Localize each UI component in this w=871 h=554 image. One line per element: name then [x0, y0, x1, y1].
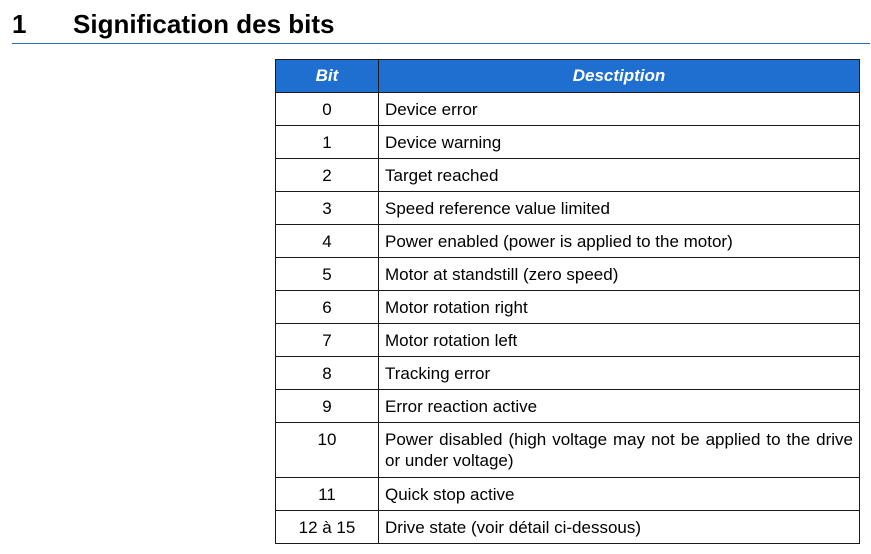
description-cell: Motor rotation right: [379, 291, 860, 324]
table-row: [276, 511, 860, 544]
table-header-row: [276, 60, 860, 93]
table-row: [276, 291, 860, 324]
description-cell: Power disabled (high voltage may not be applied to the drive or under voltage): [379, 423, 860, 478]
bit-cell: 1: [276, 126, 379, 159]
bit-cell: 11: [276, 478, 379, 511]
bit-cell: 9: [276, 390, 379, 423]
bit-cell: 3: [276, 192, 379, 225]
table-row: [276, 258, 860, 291]
bit-cell: 5: [276, 258, 379, 291]
description-cell: Device error: [379, 93, 860, 126]
bit-cell: 12 à 15: [276, 511, 379, 544]
column-header-bit: Bit: [276, 60, 379, 93]
description-cell: Quick stop active: [379, 478, 860, 511]
description-cell: Motor at standstill (zero speed): [379, 258, 860, 291]
table-row: [276, 324, 860, 357]
bit-cell: 8: [276, 357, 379, 390]
bit-cell: 6: [276, 291, 379, 324]
table-row: [276, 423, 860, 478]
column-header-description: Desctiption: [379, 60, 860, 93]
section-title: Signification des bits: [73, 9, 335, 39]
bit-cell: 0: [276, 93, 379, 126]
bit-cell: 4: [276, 225, 379, 258]
table-row: [276, 390, 860, 423]
bits-table: [275, 59, 860, 544]
description-cell: Target reached: [379, 159, 860, 192]
description-cell: Error reaction active: [379, 390, 860, 423]
section-heading: [12, 6, 870, 44]
table-row: [276, 93, 860, 126]
table-row: [276, 478, 860, 511]
table-row: [276, 126, 860, 159]
bit-cell: 7: [276, 324, 379, 357]
description-cell: Power enabled (power is applied to the motor): [379, 225, 860, 258]
table-row: [276, 357, 860, 390]
section-number: 1: [12, 9, 27, 39]
table-row: [276, 192, 860, 225]
description-cell: Tracking error: [379, 357, 860, 390]
description-cell: Device warning: [379, 126, 860, 159]
description-cell: Speed reference value limited: [379, 192, 860, 225]
bit-cell: 10: [276, 423, 379, 478]
table-row: [276, 225, 860, 258]
description-cell: Drive state (voir détail ci-dessous): [379, 511, 860, 544]
table-row: [276, 159, 860, 192]
bit-cell: 2: [276, 159, 379, 192]
description-cell: Motor rotation left: [379, 324, 860, 357]
